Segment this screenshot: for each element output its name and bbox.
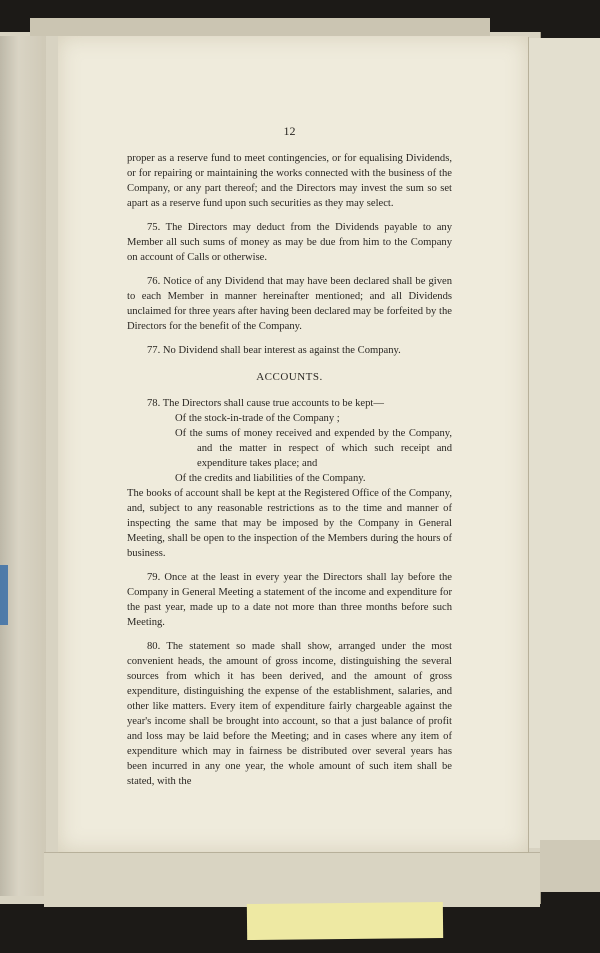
article-77: 77. No Dividend shall bear interest as against the Company.	[147, 345, 401, 356]
left-binding-edge	[0, 36, 46, 896]
article-78-list	[127, 411, 452, 486]
article-80: 80. The statement so made shall show, arranged under the most convenient heads, the amount of gross income, distinguishing the several sources from which it has been derived, and the amount of gross expenditure, distinguishing the expense of the establishment, salaries, and other like matters. Every item of expenditure fairly chargeable against the year's income shall be brought into account, so that a just balance of profit and loss may be laid before the Meeting; and in cases where any item of expenditure which may in fairness be distributed over several years has been incurred in any one year, the whole amount of such item shall be stated, with the	[127, 641, 452, 787]
sticky-note	[247, 902, 443, 940]
article-78-intro: 78. The Directors shall cause true accounts to be kept—	[147, 398, 384, 409]
list-item: Of the stock-in-trade of the Company ;	[175, 413, 340, 424]
section-heading: ACCOUNTS.	[256, 371, 323, 383]
list-item: Of the credits and liabilities of the Company.	[175, 473, 366, 484]
page-number: 12	[283, 124, 296, 138]
article-76: 76. Notice of any Dividend that may have been declared shall be given to each Member in manner hereinafter mentioned; and all Dividends unclaimed for three years after having been declared may be forfeited by the Directors for the benefit of the Company.	[127, 276, 452, 332]
top-paper-strip	[30, 18, 490, 36]
adjacent-page	[524, 38, 600, 848]
underlying-sheet	[44, 852, 540, 907]
article-78-tail: The books of account shall be kept at the Registered Office of the Company, and, subject to any reasonable restrictions as to the time and manner of inspecting the same that may be imposed by the Company in General Meeting, shall be open to the inspection of the Members during the hours of business.	[127, 488, 452, 559]
article-79: 79. Once at the least in every year the Directors shall lay before the Company in General Meeting a statement of the income and expenditure for the past year, made up to a date not more than three months before such Meeting.	[127, 572, 452, 628]
paragraph-continuation: proper as a reserve fund to meet contingencies, or for equalising Dividends, or for repairing or maintaining the works connected with the business of the Company, or any part thereof; and the Directors may invest the sum so set apart as a reserve fund upon such securities as they may select.	[127, 153, 452, 209]
page-text	[127, 124, 452, 798]
blue-edge-mark	[0, 565, 8, 625]
adjacent-page-bottom	[540, 840, 600, 892]
article-75: 75. The Directors may deduct from the Dividends payable to any Member all such sums of money as may be due from him to the Company on account of Calls or otherwise.	[127, 222, 452, 263]
list-item: Of the sums of money received and expended by the Company, and the matter in respect of which such receipt and expenditure takes place; and	[175, 428, 452, 469]
